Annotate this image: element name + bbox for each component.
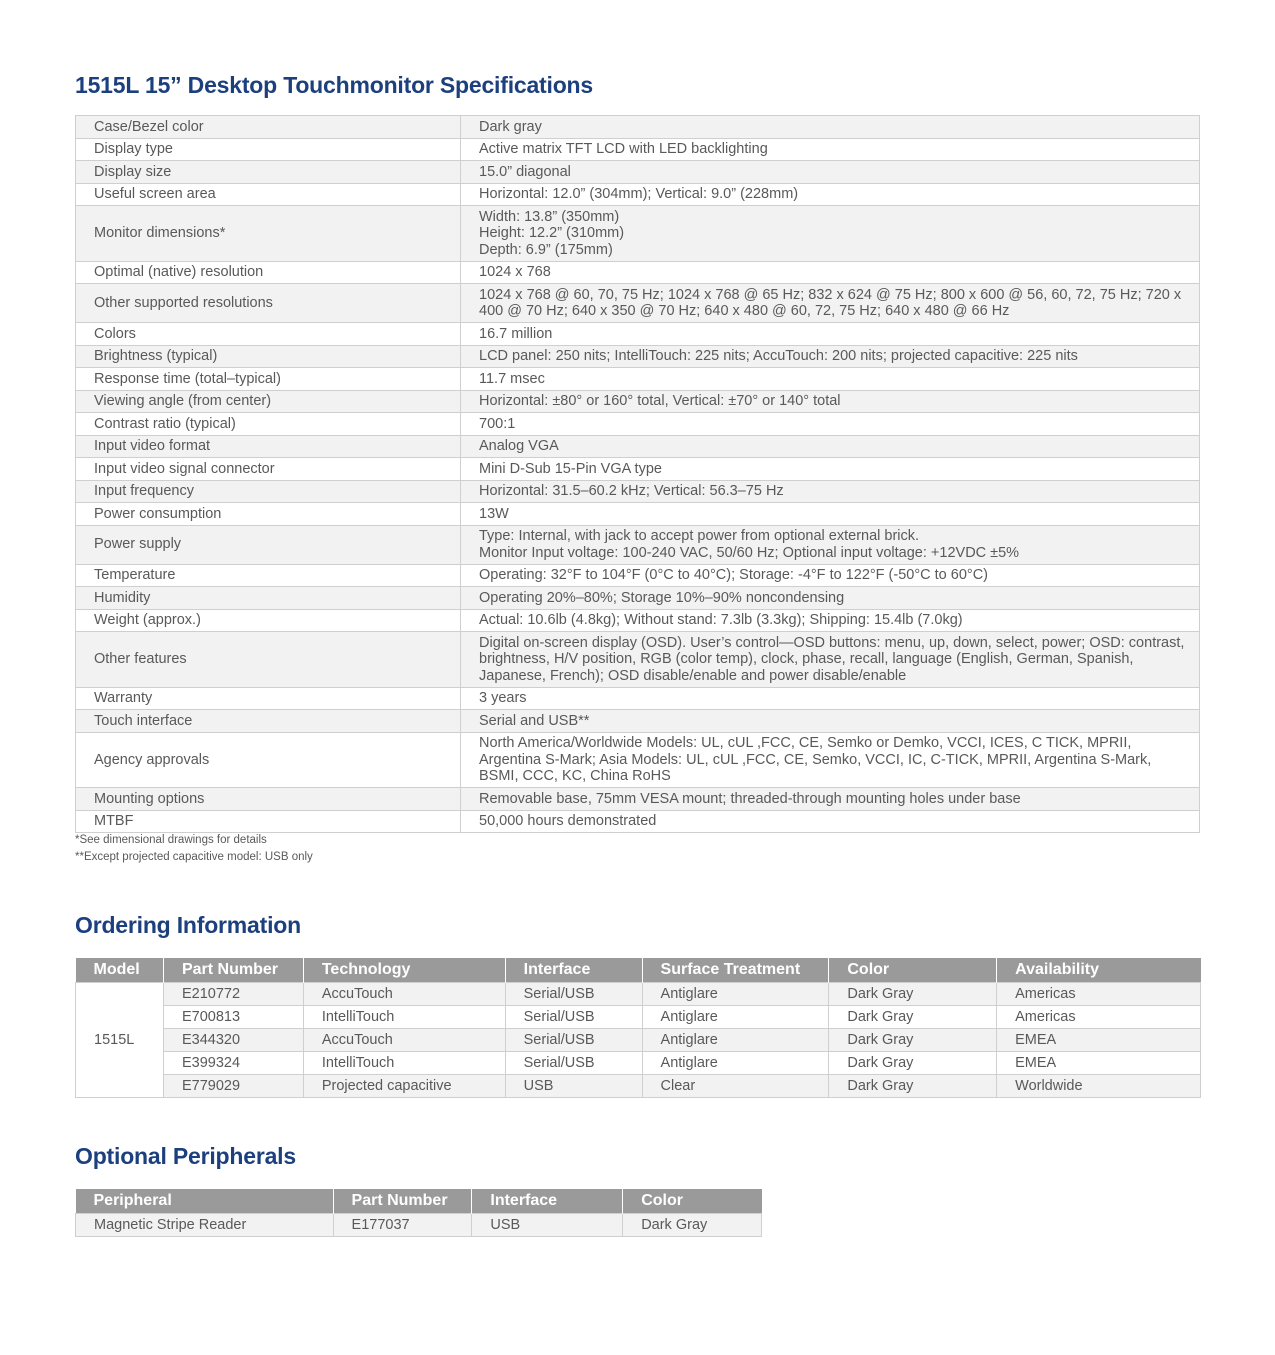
ordering-cell: E779029 xyxy=(163,1075,303,1098)
spec-label: Viewing angle (from center) xyxy=(76,390,461,413)
spec-row xyxy=(76,810,1200,833)
spec-value xyxy=(461,525,1200,564)
ordering-cell: E399324 xyxy=(163,1052,303,1075)
spec-value-line: Actual: 10.6lb (4.8kg); Without stand: 7.3lb (3.3kg); Shipping: 15.4lb (7.0kg) xyxy=(479,612,963,628)
ordering-cell: Dark Gray xyxy=(829,1006,997,1029)
ordering-cell: Antiglare xyxy=(642,1052,829,1075)
ordering-cell: Americas xyxy=(997,1006,1201,1029)
spec-value-line: Analog VGA xyxy=(479,438,559,454)
footnote-dimensions: *See dimensional drawings for details xyxy=(75,834,267,846)
spec-value xyxy=(461,116,1200,139)
spec-label: Useful screen area xyxy=(76,183,461,206)
spec-value-line: LCD panel: 250 nits; IntelliTouch: 225 nits; AccuTouch: 200 nits; projected capacitive: 225 nits xyxy=(479,348,1078,364)
ordering-column-header: Interface xyxy=(505,958,642,983)
ordering-cell: Antiglare xyxy=(642,1029,829,1052)
spec-value xyxy=(461,732,1200,788)
spec-label: Other supported resolutions xyxy=(76,284,461,323)
spec-value xyxy=(461,183,1200,206)
ordering-cell: IntelliTouch xyxy=(303,1052,505,1075)
spec-value-line: Operating 20%–80%; Storage 10%–90% noncondensing xyxy=(479,589,845,606)
spec-value xyxy=(461,609,1200,632)
spec-row xyxy=(76,609,1200,632)
spec-label: Input video format xyxy=(76,435,461,458)
ordering-cell: IntelliTouch xyxy=(303,1006,505,1029)
spec-row xyxy=(76,732,1200,788)
ordering-cell: Clear xyxy=(642,1075,829,1098)
ordering-row xyxy=(76,1006,1201,1029)
peripherals-column-header: Part Number xyxy=(333,1189,472,1214)
ordering-cell: E210772 xyxy=(163,983,303,1006)
ordering-column-header: Color xyxy=(829,958,997,983)
ordering-cell: USB xyxy=(505,1075,642,1098)
spec-row xyxy=(76,480,1200,503)
spec-row xyxy=(76,368,1200,391)
spec-label: Display size xyxy=(76,161,461,184)
spec-label: Input frequency xyxy=(76,480,461,503)
ordering-cell: Antiglare xyxy=(642,1006,829,1029)
spec-label: Agency approvals xyxy=(76,732,461,788)
spec-value xyxy=(461,687,1200,710)
spec-value xyxy=(461,284,1200,323)
spec-label: Temperature xyxy=(76,564,461,587)
spec-value-line: Depth: 6.9” (175mm) xyxy=(479,241,613,258)
spec-row xyxy=(76,183,1200,206)
spec-value-line: 50,000 hours demonstrated xyxy=(479,813,657,829)
spec-label: Mounting options xyxy=(76,788,461,811)
spec-row xyxy=(76,587,1200,610)
ordering-cell: AccuTouch xyxy=(303,983,505,1006)
peripherals-title: Optional Peripherals xyxy=(75,1143,296,1169)
spec-value xyxy=(461,323,1200,346)
spec-value-line: Type: Internal, with jack to accept power from optional external brick. xyxy=(479,528,920,544)
spec-value-line: Horizontal: ±80° or 160° total, Vertical: ±70° or 140° total xyxy=(479,393,841,409)
spec-value-line: Digital on-screen display (OSD). User’s control—OSD buttons: menu, up, down, select, power; OSD: contrast, brightness, H/V position, RGB (color temp), clock, phase, recall, language (English, German, Spanish, Japanese, French); OSD disable/enable and power disable/enable xyxy=(479,634,1185,684)
spec-value xyxy=(461,810,1200,833)
spec-label: Optimal (native) resolution xyxy=(76,261,461,284)
ordering-cell: Serial/USB xyxy=(505,1052,642,1075)
spec-label: Other features xyxy=(76,632,461,688)
ordering-cell: E700813 xyxy=(163,1006,303,1029)
spec-row xyxy=(76,390,1200,413)
ordering-cell: EMEA xyxy=(997,1052,1201,1075)
spec-value xyxy=(461,345,1200,368)
spec-label: Monitor dimensions* xyxy=(76,206,461,262)
spec-value-line: 1024 x 768 @ 60, 70, 75 Hz; 1024 x 768 @ 65 Hz; 832 x 624 @ 75 Hz; 800 x 600 @ 56, 60, 72, 75 Hz; 720 x 400 @ 70 Hz; 640 x 350 @ 70 Hz; 640 x 480 @ 60, 72, 75 Hz; 640 x 480 @ 66 Hz xyxy=(479,286,1182,319)
spec-label: Display type xyxy=(76,138,461,161)
spec-row xyxy=(76,413,1200,436)
ordering-header-row xyxy=(76,958,1201,983)
spec-row xyxy=(76,710,1200,733)
spec-row xyxy=(76,284,1200,323)
spec-label: Case/Bezel color xyxy=(76,116,461,139)
spec-row xyxy=(76,525,1200,564)
spec-label: Input video signal connector xyxy=(76,458,461,481)
spec-label: Colors xyxy=(76,323,461,346)
spec-value-line: North America/Worldwide Models: UL, cUL ,FCC, CE, Semko or Demko, VCCI, ICES, C TICK, MPRII, Argentina S-Mark; Asia Models: UL, cUL ,FCC, CE, Semko, VCCI, IC, C-TICK, MPRII, Argentina S-Mark, BSMI, CCC, KC, China RoHS xyxy=(479,735,1152,784)
ordering-cell: Serial/USB xyxy=(505,983,642,1006)
spec-value xyxy=(461,632,1200,688)
specs-title: 1515L 15” Desktop Touchmonitor Specifications xyxy=(75,72,594,98)
ordering-cell: Dark Gray xyxy=(829,1029,997,1052)
spec-value-line: Removable base, 75mm VESA mount; threaded-through mounting holes under base xyxy=(479,790,1021,807)
spec-row xyxy=(76,564,1200,587)
spec-row xyxy=(76,323,1200,346)
peripherals-column-header: Peripheral xyxy=(76,1189,334,1214)
specifications-table xyxy=(75,115,1200,833)
spec-value xyxy=(461,458,1200,481)
spec-value xyxy=(461,368,1200,391)
spec-row xyxy=(76,632,1200,688)
ordering-row xyxy=(76,1029,1201,1052)
peripherals-table xyxy=(75,1189,762,1237)
spec-value-line: 700:1 xyxy=(479,415,516,432)
peripherals-cell: Dark Gray xyxy=(623,1214,762,1237)
spec-value xyxy=(461,480,1200,503)
ordering-cell: Serial/USB xyxy=(505,1006,642,1029)
spec-label: Touch interface xyxy=(76,710,461,733)
spec-label: Brightness (typical) xyxy=(76,345,461,368)
spec-value-line: Operating: 32°F to 104°F (0°C to 40°C); Storage: -4°F to 122°F (-50°C to 60°C) xyxy=(479,567,988,583)
spec-row xyxy=(76,503,1200,526)
peripherals-header-row xyxy=(76,1189,762,1214)
footnote-interface: **Except projected capacitive model: USB only xyxy=(75,851,313,863)
spec-value xyxy=(461,413,1200,436)
spec-label: MTBF xyxy=(76,810,461,833)
ordering-cell: Dark Gray xyxy=(829,983,997,1006)
spec-value-line: Horizontal: 12.0” (304mm); Vertical: 9.0” (228mm) xyxy=(479,186,799,202)
peripherals-cell: Magnetic Stripe Reader xyxy=(76,1214,334,1237)
ordering-row xyxy=(76,1075,1201,1098)
ordering-column-header: Part Number xyxy=(163,958,303,983)
spec-value-line: Horizontal: 31.5–60.2 kHz; Vertical: 56.3–75 Hz xyxy=(479,483,784,499)
spec-value xyxy=(461,138,1200,161)
spec-row xyxy=(76,161,1200,184)
spec-label: Response time (total–typical) xyxy=(76,368,461,391)
spec-row xyxy=(76,138,1200,161)
ordering-cell: Serial/USB xyxy=(505,1029,642,1052)
ordering-title: Ordering Information xyxy=(75,912,302,938)
spec-row xyxy=(76,788,1200,811)
spec-value-line: 15.0” diagonal xyxy=(479,163,571,180)
spec-row xyxy=(76,206,1200,262)
spec-value-line: 11.7 msec xyxy=(479,370,545,387)
peripherals-cell: E177037 xyxy=(333,1214,472,1237)
ordering-table xyxy=(75,958,1201,1098)
ordering-cell: E344320 xyxy=(163,1029,303,1052)
ordering-cell: Projected capacitive xyxy=(303,1075,505,1098)
ordering-column-header: Surface Treatment xyxy=(642,958,829,983)
spec-value-line: Width: 13.8” (350mm) xyxy=(479,208,620,225)
spec-value xyxy=(461,206,1200,262)
spec-value-line: Serial and USB** xyxy=(479,712,590,729)
spec-value xyxy=(461,564,1200,587)
spec-value xyxy=(461,788,1200,811)
ordering-cell: Worldwide xyxy=(997,1075,1201,1098)
ordering-cell: Antiglare xyxy=(642,983,829,1006)
spec-value xyxy=(461,710,1200,733)
spec-row xyxy=(76,345,1200,368)
spec-value xyxy=(461,161,1200,184)
spec-value xyxy=(461,390,1200,413)
ordering-cell: AccuTouch xyxy=(303,1029,505,1052)
ordering-row xyxy=(76,983,1201,1006)
ordering-cell: Dark Gray xyxy=(829,1052,997,1075)
spec-value xyxy=(461,587,1200,610)
ordering-cell: EMEA xyxy=(997,1029,1201,1052)
spec-value-line: Height: 12.2” (310mm) xyxy=(479,225,625,241)
spec-row xyxy=(76,435,1200,458)
spec-label: Power consumption xyxy=(76,503,461,526)
ordering-column-header: Model xyxy=(76,958,164,983)
spec-value-line: Mini D-Sub 15-Pin VGA type xyxy=(479,460,662,477)
spec-value-line: 3 years xyxy=(479,690,527,706)
peripherals-cell: USB xyxy=(472,1214,623,1237)
spec-row xyxy=(76,458,1200,481)
peripherals-column-header: Interface xyxy=(472,1189,623,1214)
spec-value-line: Active matrix TFT LCD with LED backlighting xyxy=(479,141,768,157)
ordering-column-header: Technology xyxy=(303,958,505,983)
spec-value-line: Monitor Input voltage: 100-240 VAC, 50/60 Hz; Optional input voltage: +12VDC ±5% xyxy=(479,544,1020,561)
ordering-column-header: Availability xyxy=(997,958,1201,983)
spec-label: Humidity xyxy=(76,587,461,610)
spec-label: Contrast ratio (typical) xyxy=(76,413,461,436)
spec-label: Power supply xyxy=(76,525,461,564)
spec-value xyxy=(461,435,1200,458)
ordering-cell: Dark Gray xyxy=(829,1075,997,1098)
peripherals-column-header: Color xyxy=(623,1189,762,1214)
peripherals-row xyxy=(76,1214,762,1237)
spec-label: Warranty xyxy=(76,687,461,710)
footnotes xyxy=(75,832,313,866)
spec-label: Weight (approx.) xyxy=(76,609,461,632)
spec-value-line: 1024 x 768 xyxy=(479,264,551,280)
spec-row xyxy=(76,261,1200,284)
spec-value-line: Dark gray xyxy=(479,118,542,135)
spec-value xyxy=(461,261,1200,284)
spec-value-line: 16.7 million xyxy=(479,325,553,342)
model-cell: 1515L xyxy=(76,983,164,1098)
spec-row xyxy=(76,116,1200,139)
ordering-row xyxy=(76,1052,1201,1075)
ordering-cell: Americas xyxy=(997,983,1201,1006)
spec-value xyxy=(461,503,1200,526)
spec-row xyxy=(76,687,1200,710)
spec-value-line: 13W xyxy=(479,505,509,522)
